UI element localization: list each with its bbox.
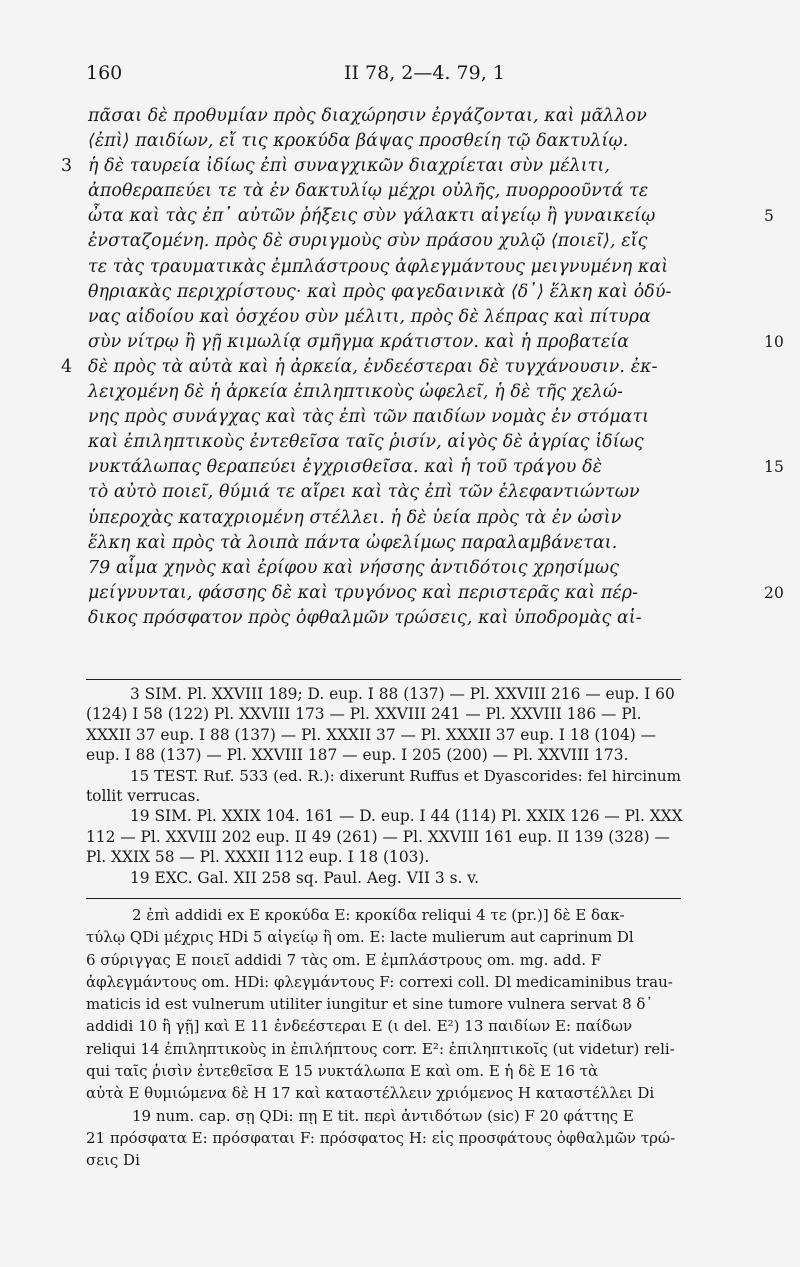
text-line xyxy=(0,282,800,307)
text-line xyxy=(0,407,800,432)
line-text: σὺν νίτρῳ ἢ γῇ κιμωλίᾳ σμῆγμα κράτιστον. καὶ ἡ προβατεία xyxy=(88,331,630,352)
line-text: ὦτα καὶ τὰς ἐπ᾿ αὐτῶν ῥήξεις σὺν γάλακτι αἰγείῳ ἢ γυναικείῳ xyxy=(88,206,656,227)
text-line xyxy=(0,131,800,156)
text-line xyxy=(0,257,800,282)
text-line xyxy=(0,508,800,533)
apparatus-line: 21 πρόσφατα E: πρόσφαται F: πρόσφατος H: εἰς προσφάτους ὀφθαλμῶν τρώ- xyxy=(86,1128,676,1147)
page-header xyxy=(86,62,680,88)
apparatus-line: addidi 10 ἢ γῇ] καὶ E 11 ἐνδεέστεραι E (ι del. E²) 13 παιδίων E: παίδων xyxy=(86,1017,633,1036)
text-line xyxy=(0,457,800,482)
main-greek-text xyxy=(0,106,800,633)
line-text: 79 αἷμα χηνὸς καὶ ἐρίφου καὶ νήσσης ἀντιδότοις χρησίμως xyxy=(88,557,620,578)
text-line xyxy=(0,106,800,131)
testimonia-line: 3 SIM. Pl. XXVIII 189; D. eup. I 88 (137) — Pl. XXVIII 216 — eup. I 60 xyxy=(130,685,675,703)
page-number: 160 xyxy=(86,62,123,84)
line-text: ἀποθεραπεύει τε τὰ ἐν δακτυλίῳ μέχρι οὐλῆς, πυορροοῦντά τε xyxy=(88,181,649,202)
testimonia-divider xyxy=(86,679,681,680)
testimonia-line: (124) I 58 (122) Pl. XXVIII 173 — Pl. XXVIII 241 — Pl. XXVIII 186 — Pl. xyxy=(86,705,642,724)
text-line xyxy=(0,206,800,231)
line-text: νας αἰδοίου καὶ ὀσχέου σὺν μέλιτι, πρὸς δὲ λέπρας καὶ πίτυρα xyxy=(88,306,651,327)
testimonia-line: 19 EXC. Gal. XII 258 sq. Paul. Aeg. VII 3 s. v. xyxy=(130,868,480,887)
text-line xyxy=(0,357,800,382)
testimonia-line: tollit verrucas. xyxy=(86,786,201,805)
line-text: ἐνσταζομένη. πρὸς δὲ συριγμοὺς σὺν πράσου χυλῷ ⟨ποιεῖ⟩, εἴς xyxy=(88,231,648,252)
text-line xyxy=(0,482,800,507)
testimonia-apparatus xyxy=(86,684,686,888)
running-head: II 78, 2—4. 79, 1 xyxy=(344,62,505,84)
text-line xyxy=(0,307,800,332)
line-text: θηριακὰς περιχρίστους· καὶ πρὸς φαγεδαινικὰ ⟨δ᾿⟩ ἕλκη καὶ ὀδύ- xyxy=(88,281,672,302)
text-line xyxy=(0,332,800,357)
apparatus-line: qui ταῖς ῥισὶν ἐντεθεῖσα E 15 νυκτάλωπα E καὶ om. E ἡ δὲ E 16 τὰ xyxy=(86,1062,599,1081)
apparatus-line: 6 σύριγγας E ποιεῖ addidi 7 τὰς om. E ἐμπλάστρους om. mg. add. F xyxy=(86,950,602,969)
apparatus-line: 2 ἐπὶ addidi ex E κροκύδα E: κροκίδα reliqui 4 τε (pr.)] δὲ E δακ- xyxy=(132,906,625,924)
line-text: τε τὰς τραυματικὰς ἐμπλάστρους ἀφλεγμάντους μειγνυμένη καὶ xyxy=(88,256,669,277)
apparatus-line: reliqui 14 ἐπιληπτικοὺς in ἐπιλήπτους corr. E²: ἐπιληπτικοῖς (ut videtur) reli- xyxy=(86,1039,675,1058)
line-number: 10 xyxy=(764,332,784,351)
testimonia-line: eup. I 88 (137) — Pl. XXVIII 187 — eup. I 205 (200) — Pl. XXVIII 173. xyxy=(86,746,629,765)
critical-apparatus xyxy=(86,904,686,1172)
apparatus-line: αὐτὰ E θυμιώμενα δὲ H 17 καὶ καταστέλλειν χριόμενος H καταστέλλει Di xyxy=(86,1084,655,1103)
text-line xyxy=(0,181,800,206)
apparatus-line: ἀφλεγμάντους om. HDi: φλεγμάντους F: correxi coll. Dl medicaminibus trau- xyxy=(86,972,673,991)
line-text: νης πρὸς συνάγχας καὶ τὰς ἐπὶ τῶν παιδίων νομὰς ἐν στόματι xyxy=(88,407,650,428)
text-line xyxy=(0,382,800,407)
apparatus-line: 19 num. cap. σῃ QDi: πῃ E tit. περὶ ἀντιδότων (sic) F 20 φάττης E xyxy=(132,1106,634,1125)
text-line xyxy=(0,558,800,583)
line-text: ἡ δὲ ταυρεία ἰδίως ἐπὶ συναγχικῶν διαχρίεται σὺν μέλιτι, xyxy=(88,156,610,177)
text-line xyxy=(0,583,800,608)
chapter-marker: 3 xyxy=(61,156,73,177)
testimonia-line: 19 SIM. Pl. XXIX 104. 161 — D. eup. I 44 (114) Pl. XXIX 126 — Pl. XXX xyxy=(130,807,683,826)
line-text: δικος πρόσφατον πρὸς ὀφθαλμῶν τρώσεις, καὶ ὑποδρομὰς αἱ- xyxy=(88,607,642,628)
testimonia-line: XXXII 37 eup. I 88 (137) — Pl. XXXII 37 — Pl. XXXII 37 eup. I 18 (104) — xyxy=(86,725,657,744)
line-text: μείγνυνται, φάσσης δὲ καὶ τρυγόνος καὶ περιστερᾶς καὶ πέρ- xyxy=(88,582,639,603)
text-line xyxy=(0,533,800,558)
testimonia-line: Pl. XXIX 58 — Pl. XXXII 112 eup. I 18 (103). xyxy=(86,848,430,867)
critical-apparatus-divider xyxy=(86,898,681,899)
apparatus-line: σεις Di xyxy=(86,1151,140,1170)
line-text: νυκτάλωπας θεραπεύει ἐγχρισθεῖσα. καὶ ἡ τοῦ τράγου δὲ xyxy=(88,457,603,478)
text-line xyxy=(0,432,800,457)
chapter-marker: 4 xyxy=(61,356,73,377)
apparatus-line: τύλῳ QDi μέχρις HDi 5 αἰγείῳ ἢ om. E: lacte mulierum aut caprinum Dl xyxy=(86,928,634,947)
line-text: τὸ αὐτὸ ποιεῖ, θύμιά τε αἴρει καὶ τὰς ἐπὶ τῶν ἐλεφαντιώντων xyxy=(88,482,640,503)
line-text: ⟨ἐπὶ⟩ παιδίων, εἴ τις κροκύδα βάψας προσθείη τῷ δακτυλίῳ. xyxy=(88,131,629,152)
line-text: λειχομένη δὲ ἡ ἀρκεία ἐπιληπτικοὺς ὠφελεῖ, ἡ δὲ τῆς χελώ- xyxy=(88,382,624,403)
line-number: 5 xyxy=(764,207,774,226)
testimonia-line: 112 — Pl. XXVIII 202 eup. II 49 (261) — Pl. XXVIII 161 eup. II 139 (328) — xyxy=(86,827,670,846)
line-text: καὶ ἐπιληπτικοὺς ἐντεθεῖσα ταῖς ῥισίν, αἰγὸς δὲ ἀγρίας ἰδίως xyxy=(88,432,644,453)
text-line xyxy=(0,156,800,181)
line-number: 20 xyxy=(764,583,784,602)
text-line xyxy=(0,608,800,633)
line-text: πᾶσαι δὲ προθυμίαν πρὸς διαχώρησιν ἐργάζονται, καὶ μᾶλλον xyxy=(88,106,647,126)
line-text: ὑπεροχὰς καταχριομένη στέλλει. ἡ δὲ ὑεία πρὸς τὰ ἐν ὠσὶν xyxy=(88,507,622,528)
line-text: ἕλκη καὶ πρὸς τὰ λοιπὰ πάντα ὠφελίμως παραλαμβάνεται. xyxy=(88,532,618,553)
testimonia-line: 15 TEST. Ruf. 533 (ed. R.): dixerunt Ruffus et Dyascorides: fel hircinum xyxy=(130,766,682,785)
text-line xyxy=(0,231,800,256)
line-text: δὲ πρὸς τὰ αὐτὰ καὶ ἡ ἀρκεία, ἐνδεέστεραι δὲ τυγχάνουσιν. ἐκ- xyxy=(88,356,658,377)
line-number: 15 xyxy=(764,458,784,477)
apparatus-line: maticis id est vulnerum utiliter iungitur et sine tumore vulnera servat 8 δ᾿ xyxy=(86,995,653,1014)
